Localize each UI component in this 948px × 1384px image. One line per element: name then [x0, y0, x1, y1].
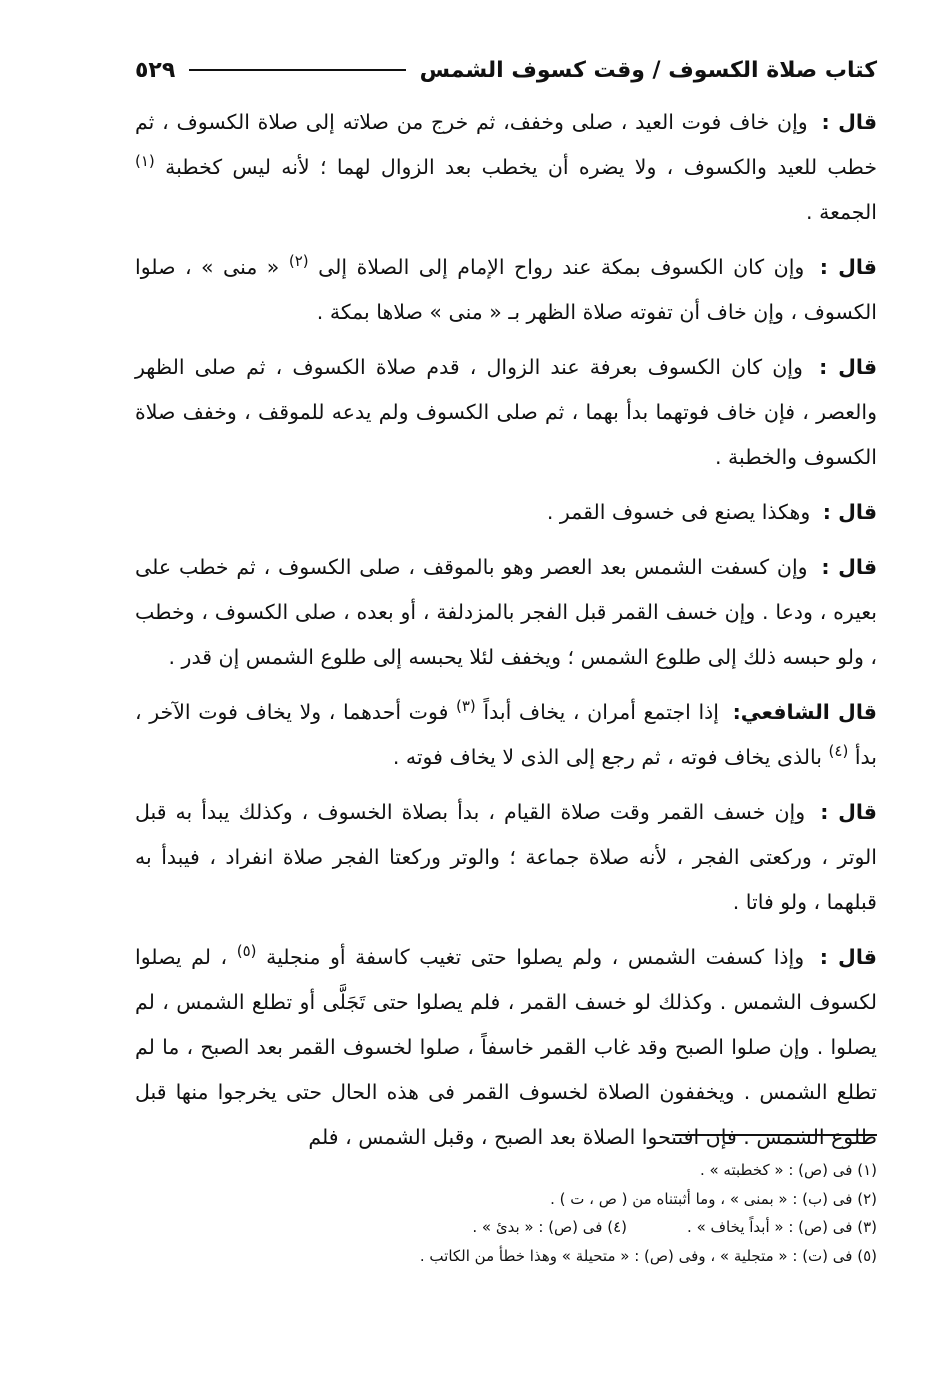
paragraph-8 — [135, 935, 877, 1160]
footnote-row — [200, 1213, 877, 1242]
main-text — [135, 100, 877, 1170]
paragraph-3 — [135, 345, 877, 480]
footnotes — [200, 1156, 877, 1270]
footnote-3: (٣) فى (ص) : « أبداً يخاف » . — [687, 1218, 877, 1236]
paragraph-text: الجمعة . — [806, 200, 877, 224]
speaker-label: قال : — [822, 500, 877, 524]
footnote-4: (٤) فى (ص) : « بدئ » . — [472, 1218, 628, 1236]
speaker-label: قال : — [819, 255, 877, 279]
running-header — [135, 50, 877, 90]
paragraph-5 — [135, 545, 877, 680]
paragraph-text: بالذى يخاف فوته ، ثم رجع إلى الذى لا يخاف فوته . — [392, 745, 822, 769]
paragraph-text: « منى » ، صلوا الكسوف ، وإن خاف أن تفوته صلاة الظهر بـ « منى » صلاها بمكة . — [135, 255, 877, 324]
footnote-separator — [675, 1134, 877, 1136]
footnote-5: (٥) فى (ت) : « متجلية » ، وفى (ص) : « متحيلة » وهذا خطأ من الكاتب . — [419, 1246, 877, 1265]
footnote-ref: (١) — [135, 152, 155, 171]
paragraph-text: فوت أحدهما ، ولا يخاف فوت الآخر ، بدأ — [135, 700, 877, 769]
footnote-2: (٢) فى (ب) : « بمنى » ، وما أثبتناه من ( ص ، ت ) . — [550, 1189, 877, 1208]
paragraph-1 — [135, 100, 877, 235]
paragraph-text: وإن كسفت الشمس بعد العصر وهو بالموقف ، صلى الكسوف ، ثم خطب على بعيره ، ودعا . وإن خسف القمر قبل الفجر بالمزدلفة ، أو بعده ، صلى الكسوف ، وخطب ، ولو حبسه ذلك إلى طلوع الشمس ؛ ويخفف لئلا يحبسه إلى طلوع الشمس إن قدر . — [135, 555, 877, 669]
speaker-label: قال : — [821, 555, 877, 579]
footnote-ref: (٤) — [828, 742, 849, 761]
speaker-label: قال : — [820, 800, 877, 824]
page-number: ٥٢٩ — [135, 57, 176, 83]
footnote-ref: (٣) — [456, 697, 476, 716]
paragraph-6 — [135, 690, 877, 780]
running-title: كتاب صلاة الكسوف / وقت كسوف الشمس — [419, 57, 877, 83]
footnote-ref: (٥) — [236, 942, 257, 961]
paragraph-text: وإن كان الكسوف بعرفة عند الزوال ، قدم صلاة الكسوف ، ثم صلى الظهر والعصر ، فإن خاف فوتهما بدأ بهما ، ثم صلى الكسوف ولم يدعه للموقف ، وخفف صلاة الكسوف والخطبة . — [135, 355, 877, 469]
paragraph-text: ، لم يصلوا لكسوف الشمس . وكذلك لو خسف القمر ، فلم يصلوا حتى تَجَلَّى أو تطلع الشمس ، لم يصلوا . وإن صلوا الصبح وقد غاب القمر خاسفاً ، صلوا لخسوف القمر بعد الصبح ، ما لم تطلع الشمس . ويخففون الصلاة لخسوف القمر فى هذه الحال حتى يخرجوا منها قبل طلوع الشمس . فإن افتتحوا الصلاة بعد الصبح ، وقبل الشمس ، فلم — [135, 945, 877, 1149]
speaker-label: قال : — [819, 355, 877, 379]
paragraph-text: وإن خاف فوت العيد ، صلى وخفف، ثم خرج من صلاته إلى صلاة الكسوف ، ثم خطب للعيد والكسوف ، ولا يضره أن يخطب بعد الزوال لهما ؛ لأنه ليس كخطبة — [135, 110, 877, 179]
paragraph-text: إذا اجتمع أمران ، يخاف أبداً — [483, 700, 719, 724]
paragraph-text: وهكذا يصنع فى خسوف القمر . — [546, 500, 811, 524]
paragraph-text: وإن كان الكسوف بمكة عند رواح الإمام إلى الصلاة إلى — [318, 255, 805, 279]
paragraph-2 — [135, 245, 877, 335]
speaker-label: قال الشافعي: — [732, 700, 877, 724]
paragraph-4 — [135, 490, 877, 535]
footnote-ref: (٢) — [288, 252, 309, 271]
paragraph-text: وإذا كسفت الشمس ، ولم يصلوا حتى تغيب كاسفة أو منجلية — [266, 945, 805, 969]
speaker-label: قال : — [819, 945, 877, 969]
header-rule — [189, 69, 405, 71]
paragraph-text: وإن خسف القمر وقت صلاة القيام ، بدأ بصلاة الخسوف ، وكذلك يبدأ به قبل الوتر ، وركعتى الفجر ، لأنه صلاة جماعة ؛ والوتر وركعتا الفجر صلاة انفراد ، فيبدأ به قبلهما ، ولو فاتا . — [135, 800, 877, 914]
speaker-label: قال : — [821, 110, 877, 134]
footnote-1: (١) فى (ص) : « كخطبته » . — [699, 1161, 877, 1179]
paragraph-7 — [135, 790, 877, 925]
